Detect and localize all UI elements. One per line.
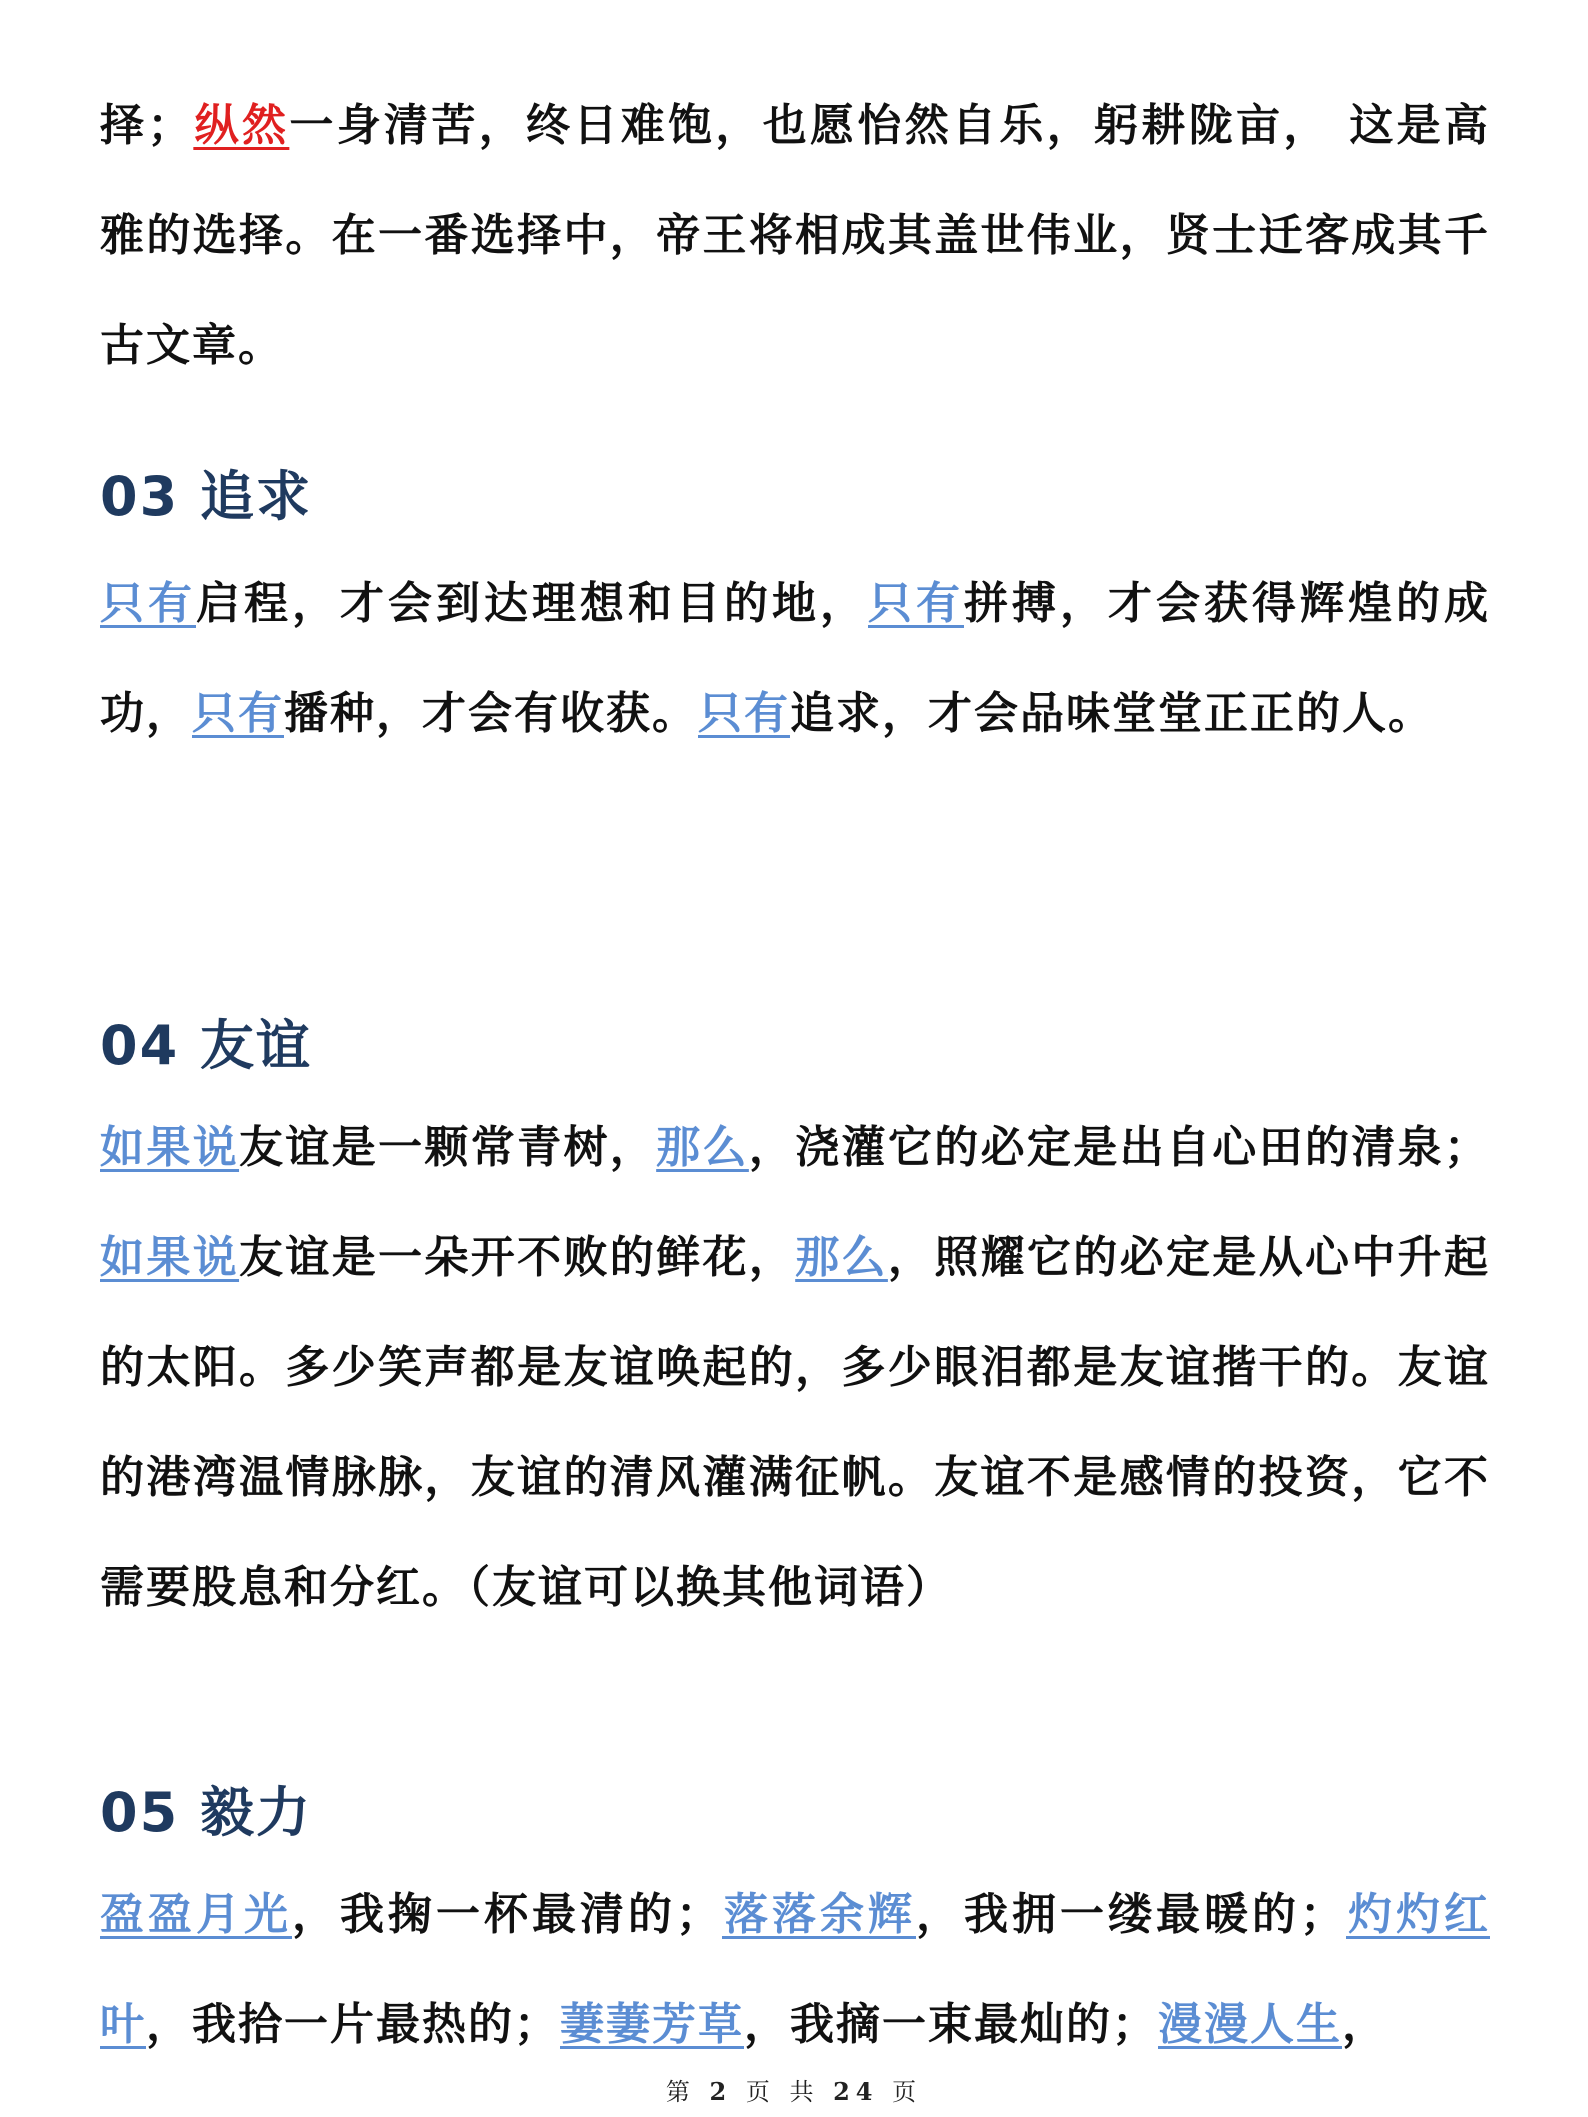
highlighted-phrase: 只有 [698, 688, 790, 739]
text-run: 择； [100, 100, 194, 151]
text-run: ，我摘一束最灿的； [744, 1999, 1158, 2050]
text-run: ，照耀它的必定是从心中升起的太阳。多少笑声都是友谊唤起的，多少眼泪都是友谊揩干的。友谊的港湾温情脉脉，友谊的清风灌满征帆。友谊不是感情的投资，它不需要股息和分红。（友谊可以换其他词语） [100, 1232, 1491, 1613]
text-run: 追求，才会品味堂堂正正的人。 [790, 688, 1434, 739]
text-run: ，我拾一片最热的； [146, 1999, 560, 2050]
text-run: 播种，才会有收获。 [284, 688, 698, 739]
text-run: ，浇灌它的必定是出自心田的清泉； [748, 1122, 1491, 1173]
highlighted-phrase: 只有 [868, 578, 964, 629]
text-run: ，我拥一缕最暖的； [916, 1889, 1346, 1940]
highlighted-phrase: 灼灼红叶 [100, 1889, 1490, 2050]
footer-page-number: 2 [709, 2077, 733, 2106]
footer-middle: 页 共 [745, 2078, 820, 2106]
footer-prefix: 第 [665, 2078, 696, 2106]
paragraph-pursuit [100, 549, 1490, 769]
highlighted-phrase: 那么 [795, 1232, 888, 1283]
text-run: 启程，才会到达理想和目的地， [196, 578, 868, 629]
highlighted-phrase: 只有 [100, 578, 196, 629]
highlighted-phrase: 如果说 [100, 1122, 240, 1173]
section-heading-05: 05 毅力 [100, 1781, 312, 1844]
highlighted-phrase: 如果说 [100, 1232, 240, 1283]
text-run: ， [1342, 1999, 1388, 2050]
paragraph-friendship [100, 1093, 1490, 1643]
highlighted-phrase: 只有 [192, 688, 284, 739]
highlighted-phrase: 萋萋芳草 [560, 1999, 744, 2050]
footer-total-pages: 24 [833, 2077, 879, 2106]
section-heading-03: 03 追求 [100, 465, 312, 528]
page-footer [0, 2072, 1588, 2107]
highlighted-phrase: 落落余辉 [722, 1889, 916, 1940]
highlighted-phrase: 纵然 [193, 100, 290, 151]
highlighted-phrase: 那么 [656, 1122, 749, 1173]
text-run: ，我掬一杯最清的； [292, 1889, 722, 1940]
text-run: 拼搏，才会获得辉煌的成功， [100, 578, 1490, 739]
text-run: 友谊是一颗常青树， [239, 1122, 657, 1173]
highlighted-phrase: 盈盈月光 [100, 1889, 292, 1940]
text-run: 一身清苦，终日难饱，也愿怡然自乐，躬耕陇亩， 这是高雅的选择。在一番选择中，帝王将相成其盖世伟业，贤士迁客成其千古文章。 [100, 100, 1491, 371]
paragraph-perseverance [100, 1860, 1490, 2080]
text-run: 友谊是一朵开不败的鲜花， [239, 1232, 796, 1283]
footer-suffix: 页 [892, 2078, 923, 2106]
section-heading-04: 04 友谊 [100, 1014, 312, 1077]
highlighted-phrase: 漫漫人生 [1158, 1999, 1342, 2050]
paragraph-top [100, 71, 1490, 401]
